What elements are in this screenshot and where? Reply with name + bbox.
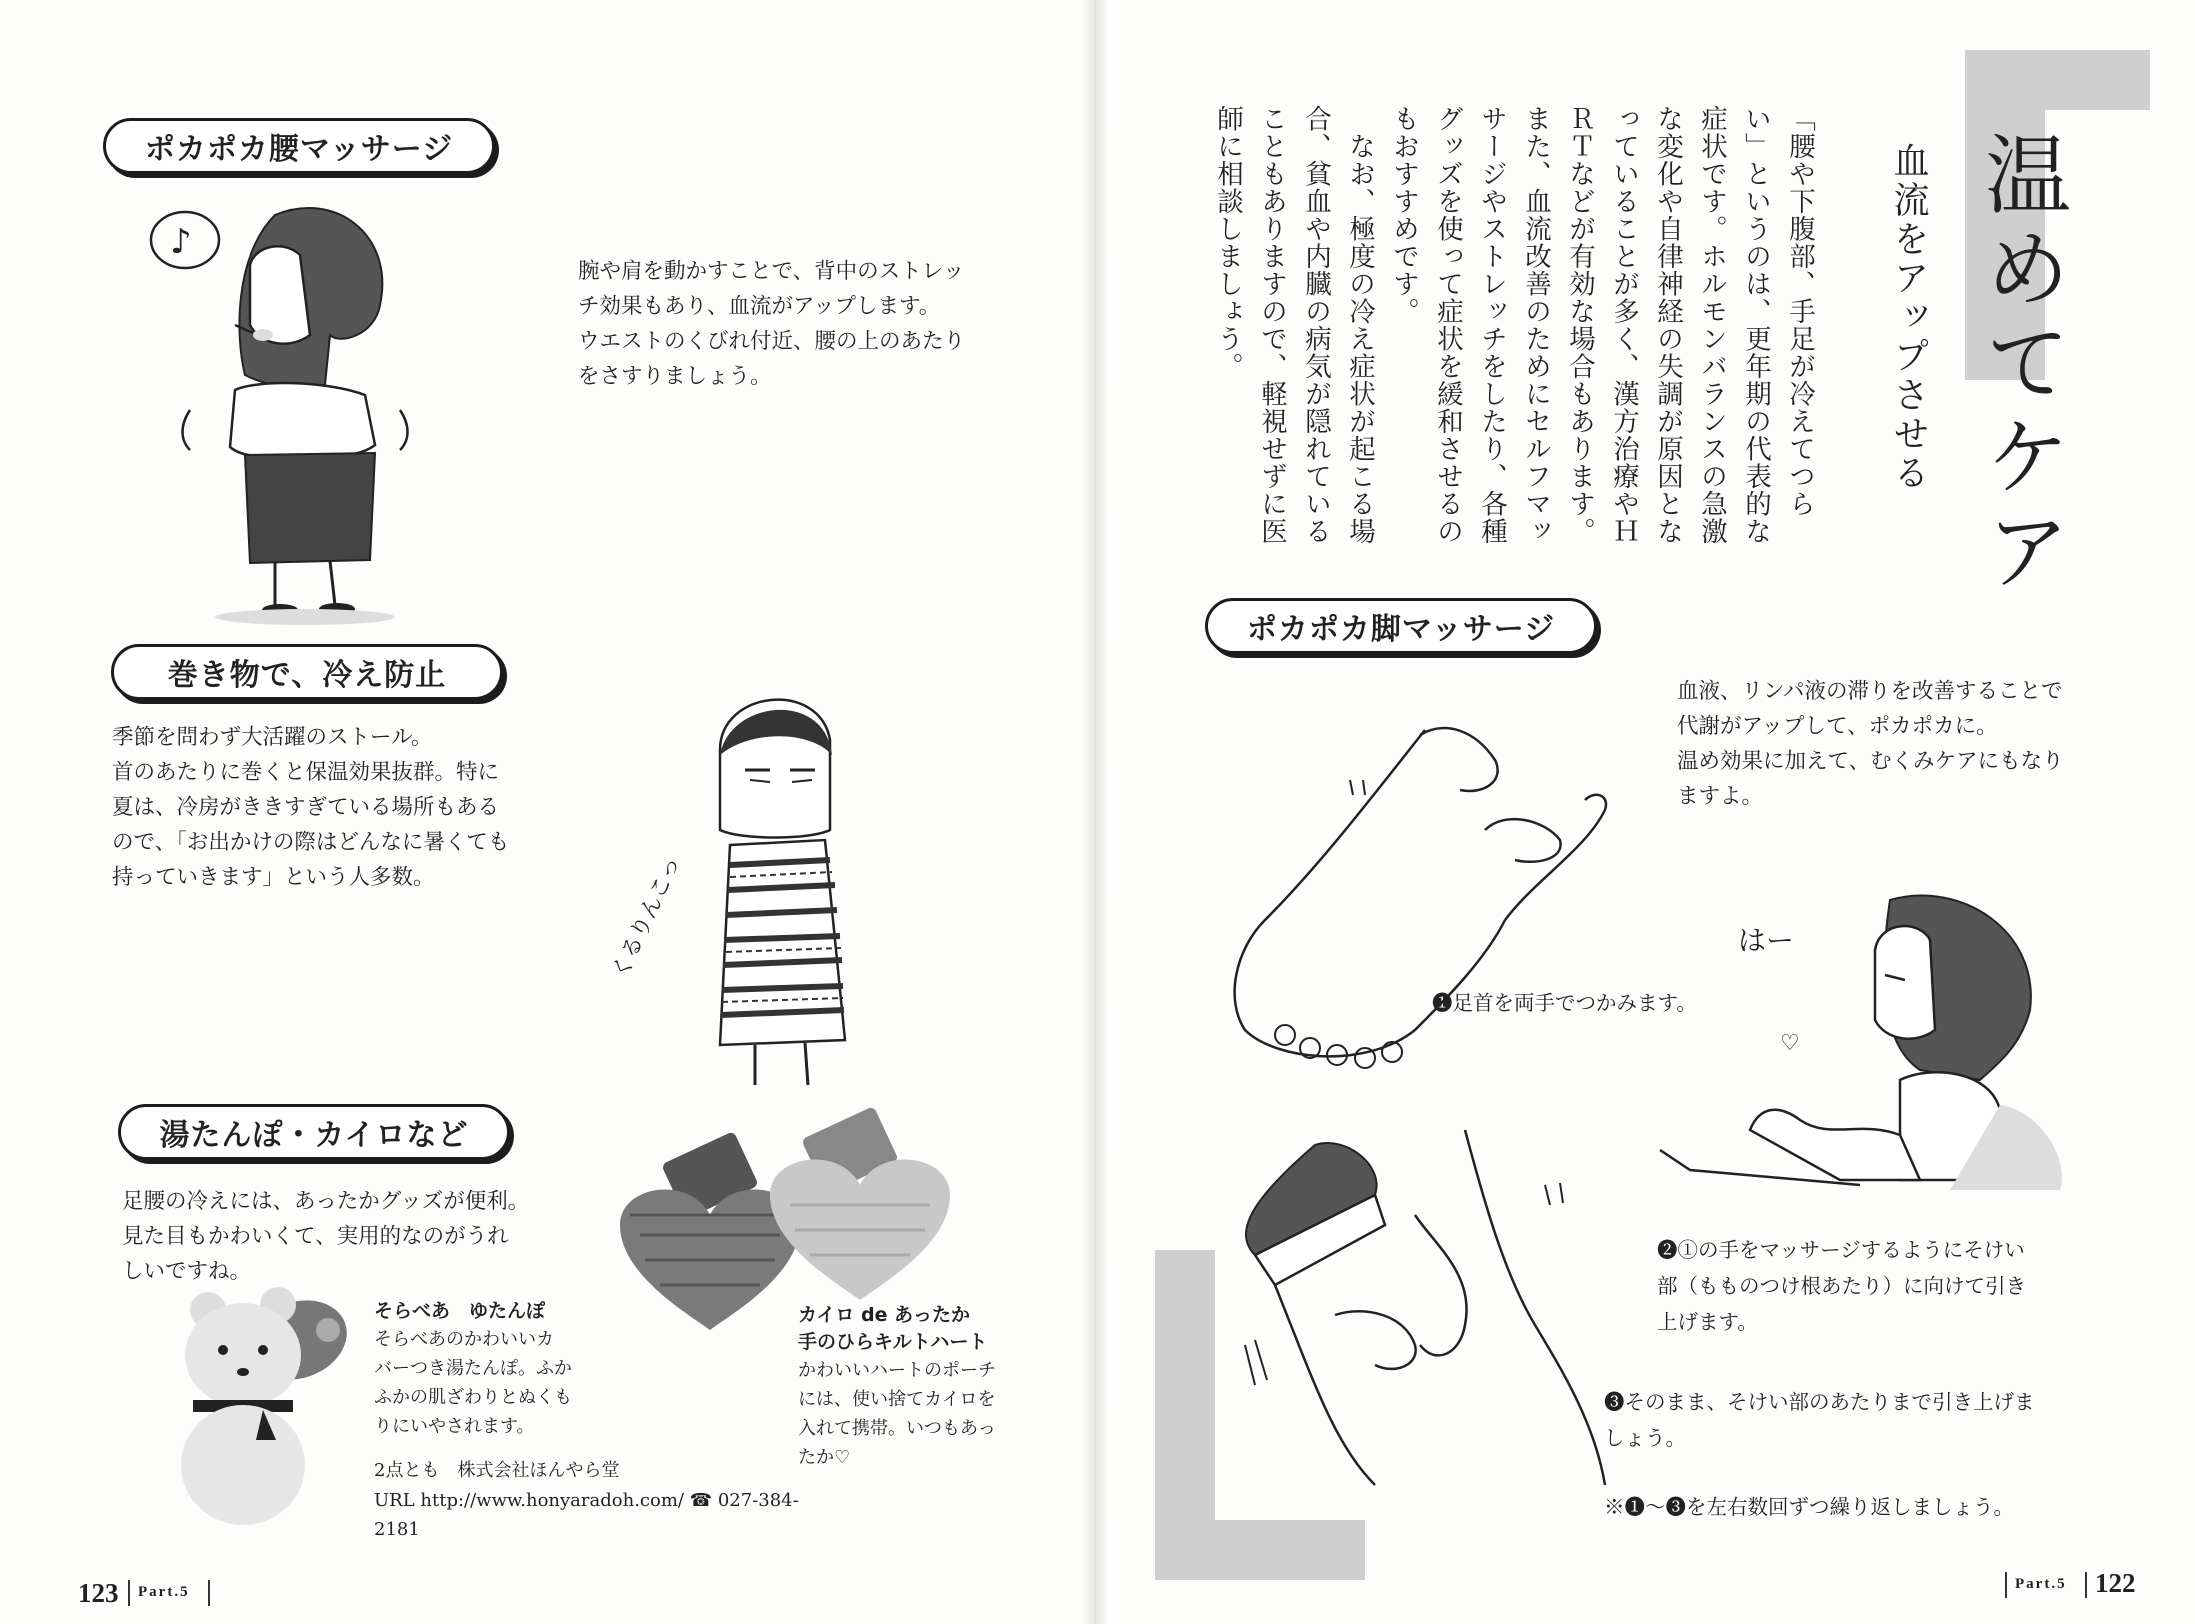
leg-massage-heading: ポカポカ脚マッサージ [1205,598,1597,654]
step2-text: ❷①の手をマッサージするようにそけい 部（もものつけ根あたり）に向けて引き 上げます。 [1657,1238,2026,1334]
repeat-note: ※❶〜❸を左右数回ずつ繰り返しましょう。 [1604,1495,2014,1519]
product2-body: かわいいハートのポーチ には、使い捨てカイロを 入れて携帯。いつもあっ たか♡ [798,1360,996,1468]
right-part-label: Part.5 [2015,1576,2067,1592]
goods-heading: 湯たんぽ・カイロなど [118,1104,510,1160]
waist-massage-heading: ポカポカ腰マッサージ [103,118,495,174]
product1-title: そらべあ ゆたんぽ [374,1300,546,1322]
wrap-heading: 巻き物で、冷え防止 [111,644,503,700]
svg-text:♡: ♡ [1780,1031,1800,1056]
thigh-massage-illustration [1235,1125,1615,1485]
product1-caption [374,1298,614,1441]
page-title: 温めてケア [1970,130,2070,600]
woman-leg-massage-illustration [1660,880,2080,1210]
leg-massage-text: 血液、リンパ液の滞りを改善することで 代謝がアップして、ポカポカに。 温め効果に加えて、むくみケアにもなり ますよ。 [1677,679,2064,809]
leg-sfx-text: はー [1738,924,1795,957]
book-gutter [1082,0,1108,1624]
right-page-number: 122 [2095,1568,2136,1598]
right-footer-divider-1 [2005,1572,2007,1598]
page-subtitle: 血流をアップさせる [1888,142,1929,493]
left-footer-divider-2 [208,1580,210,1606]
product-credit-line1: 2点とも 株式会社ほんやら堂 [374,1460,620,1481]
step1-text: ❶足首を両手でつかみます。 [1432,991,1697,1015]
wrap-sfx-text: くるりんこっ [607,852,687,983]
wrap-text: 季節を問わず大活躍のストール。 首のあたりに巻くと保温効果抜群。特に 夏は、冷房がききすぎている場所もある ので、「お出かけの際はどんなに暑くても 持っていきます」という人多数。 [112,725,510,890]
bear-hot-water-bottle-photo [178,1280,398,1530]
left-part-label: Part.5 [138,1584,190,1600]
product1-body: そらべあのかわいいカ バーつき湯たんぽ。ふか ふかの肌ざわりとぬくも りにいやされます。 [374,1329,572,1437]
intro-text: 「腰や下腹部、手足が冷えてつらい」というのは、更年期の代表的な症状です。ホルモンバランスの急激な変化や自律神経の失調が原因となっていることが多く、漢方治療やＨＲＴなどが有効な場合もあります。また、血流改善のためにセルフマッサージやストレッチをしたり、各種グッズを使って症状を緩和させるのもおすすめです。 なお、極度の冷え症状が起こる場合、貧血や内臓の病気が隠れていることもありますので、軽視せずに医師に相談しましょう。 [1212,105,1815,545]
product2-caption [798,1302,1028,1472]
goods-text: 足腰の冷えには、あったかグッズが便利。 見た目もかわいくて、実用的なのがうれ しいですね。 [122,1189,530,1284]
product-credit-line2: URL http://www.honyaradoh.com/ ☎ 027-384-2181 [374,1490,799,1540]
ankle-grip-illustration [1205,700,1645,1090]
right-footer-divider-2 [2085,1572,2087,1598]
woman-waist-massage-illustration [125,185,425,625]
left-footer-divider-1 [128,1580,130,1606]
waist-massage-text: 腕や肩を動かすことで、背中のストレッ チ効果もあり、血流がアップします。 ウエストのくびれ付近、腰の上のあたり をさすりましょう。 [578,259,966,389]
left-page-number: 123 [78,1578,119,1608]
step3-text: ❸そのまま、そけい部のあたりまで引き上げま しょう。 [1604,1390,2035,1450]
woman-stole-illustration [607,660,920,1100]
svg-text:♪: ♪ [170,222,192,262]
product2-title: カイロ de あったか 手のひらキルトハート [798,1304,988,1353]
